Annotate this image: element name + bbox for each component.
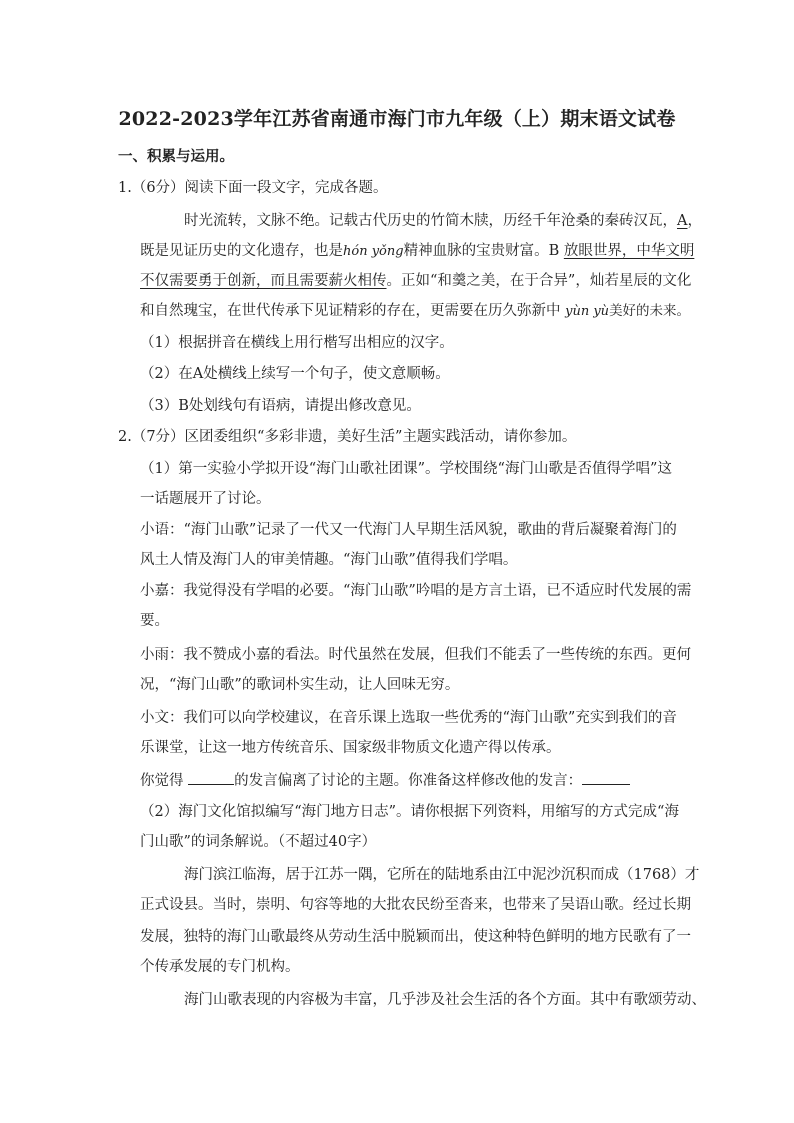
material-line-2: 正式设县。当时，崇明、句容等地的大批农民纷至沓来，也带来了吴语山歌。经过长期 [140, 897, 691, 913]
material-line-5: 海门山歌表现的内容极为丰富，几乎涉及社会生活的各个方面。其中有歌颂劳动、 [184, 992, 706, 1008]
q1-subquestion-3: （3）B处划线句有语病，请提出修改意见。 [140, 398, 421, 414]
q1-passage-text: 精神血脉的宝贵财富。B [403, 243, 564, 259]
xiaojia-line-1: 小嘉：我觉得没有学唱的必要。“海门山歌”吟唱的是方言土语，已不适应时代发展的需 [140, 583, 692, 599]
q2-sub2-line-2: 门山歌”的词条解说。（不超过40字） [140, 834, 377, 850]
q1-passage-text: 和自然瑰宝，在世代传承下见证精彩的存在，更需要在历久弥新中 [140, 303, 566, 319]
xiaowen-line-1: 小文：我们可以向学校建议，在音乐课上选取一些优秀的“海门山歌”充实到我们的音 [140, 710, 677, 726]
question-1-heading: 1.（6分）阅读下面一段文字，完成各题。 [118, 180, 388, 196]
q1-subquestion-1: （1）根据拼音在横线上用行楷写出相应的汉字。 [140, 335, 454, 351]
material-line-1: 海门滨江临海，居于江苏一隅，它所在的陆地系由江中泥沙沉积而成（1768）才 [184, 867, 700, 883]
answer-blank-revision[interactable] [582, 770, 630, 785]
blank-a-marker: A [677, 213, 688, 229]
q2-sub1-line-2: 一话题展开了讨论。 [140, 491, 271, 507]
q1-passage-line-2 [140, 241, 694, 262]
q1-passage-line-1 [184, 211, 702, 231]
q1-passage-line-4 [140, 301, 690, 322]
q2-answer-line [140, 770, 630, 791]
material-line-4: 个传承发展的专门机构。 [140, 959, 300, 975]
q1-passage-text: 时光流转，文脉不绝。记载古代历史的竹简木牍，历经千年沧桑的秦砖汉瓦， [184, 213, 677, 229]
question-2-heading: 2.（7分）区团委组织“多彩非遗，美好生活”主题实践活动，请你参加。 [118, 429, 577, 445]
xiaoyu2-line-2: 况，“海门山歌”的歌词朴实生动，让人回味无穷。 [140, 677, 460, 693]
answer-blank-name[interactable] [188, 770, 234, 785]
q1-passage-text: 既是见证历史的文化遗存，也是 [140, 243, 343, 259]
page-title: 2022-2023学年江苏省南通市海门市九年级（上）期末语文试卷 [118, 108, 676, 130]
xiaowen-line-2: 乐课堂，让这一地方传统音乐、国家级非物质文化遗产得以传承。 [140, 740, 561, 756]
xiaoyu2-line-1: 小雨：我不赞成小嘉的看法。时代虽然在发展，但我们不能丢了一些传统的东西。更何 [140, 647, 691, 663]
underlined-sentence-b: 放眼世界，中华文明 [563, 243, 695, 259]
material-line-3: 发展，独特的海门山歌最终从劳动生活中脱颖而出，使这种特色鲜明的地方民歌有了一 [140, 929, 691, 945]
q1-passage-text: 美好的未来。 [609, 303, 691, 319]
xiaoyu-line-1: 小语：“海门山歌”记录了一代又一代海门人早期生活风貌，歌曲的背后凝聚着海门的 [140, 522, 677, 538]
section-heading: 一、积累与运用。 [118, 148, 234, 165]
q1-passage-text: ， [687, 213, 702, 229]
xiaoyu-line-2: 风土人情及海门人的审美情趣。“海门山歌”值得我们学唱。 [140, 552, 518, 568]
q2-sub2-line-1: （2）海门文化馆拟编写“海门地方日志”。请你根据下列资料，用缩写的方式完成“海 [140, 804, 679, 820]
pinyin-hanyong: hón yǒng [343, 244, 404, 259]
underlined-sentence-b: 不仅需要勇于创新，而且需要薪火相传 [140, 273, 387, 289]
xiaojia-line-2: 要。 [140, 613, 169, 629]
q2-sub1-line-1: （1）第一实验小学拟开设“海门山歌社团课”。学校围绕“海门山歌是否值得学唱”这 [140, 461, 672, 477]
pinyin-yunyu: yùn yù [565, 304, 610, 319]
q1-passage-text: 。正如“和羹之美，在于合异”，灿若星辰的文化 [386, 273, 692, 289]
q1-passage-line-3 [140, 271, 691, 291]
answer-prompt: 的发言偏离了讨论的主题。你准备这样修改他的发言： [234, 773, 583, 789]
answer-prompt: 你觉得 [140, 773, 189, 789]
q1-subquestion-2: （2）在A处横线上续写一个句子，使文意顺畅。 [140, 366, 450, 382]
